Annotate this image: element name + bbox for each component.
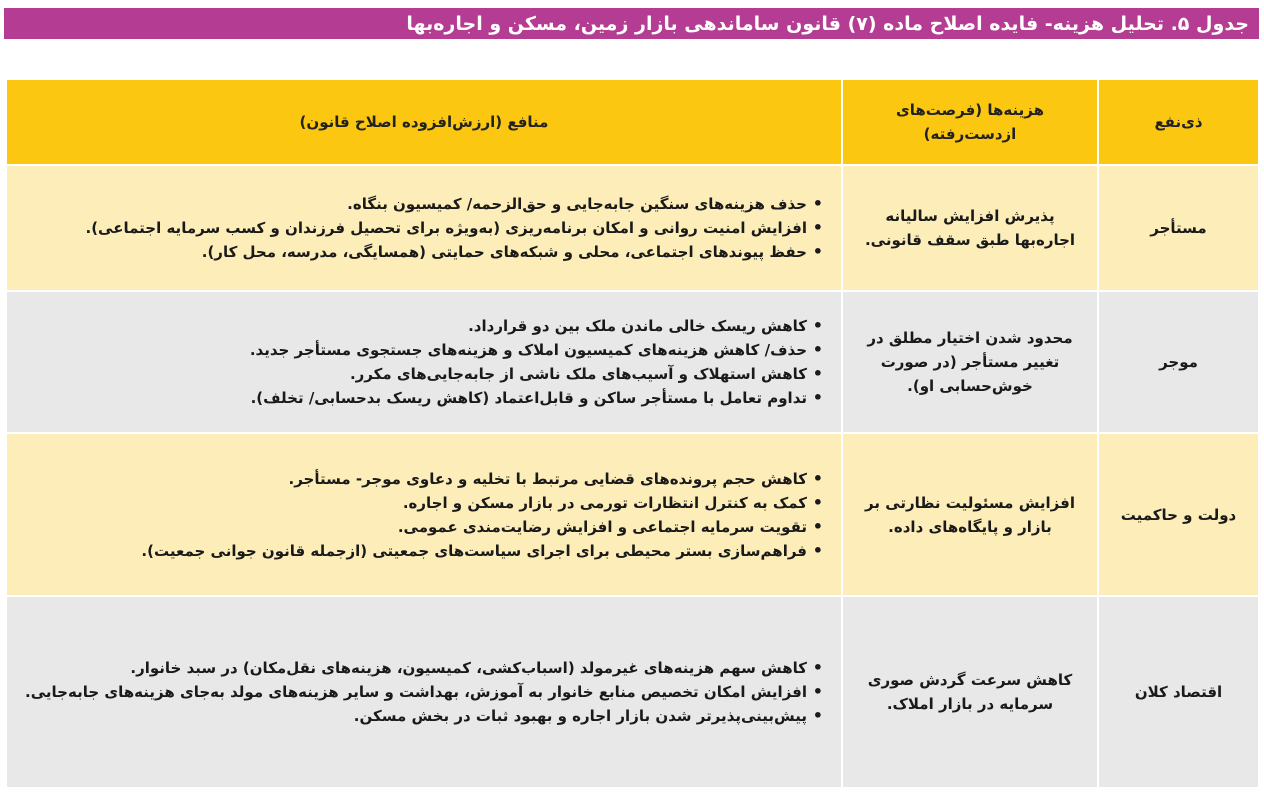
benefits-list bbox=[15, 656, 829, 728]
benefits-cell bbox=[6, 165, 842, 291]
row-landlord bbox=[6, 291, 1259, 433]
benefits-cell bbox=[6, 291, 842, 433]
benefit-item: • کمک به کنترل انتظارات تورمی در بازار مسکن و اجاره. bbox=[15, 491, 807, 515]
benefit-item: • حذف/ کاهش هزینه‌های کمیسیون املاک و هزینه‌های جستجوی مستأجر جدید. bbox=[15, 338, 807, 362]
stakeholder-cell: مستأجر bbox=[1098, 165, 1259, 291]
benefit-item: • کاهش حجم پرونده‌های قضایی مرتبط با تخلیه و دعاوی موجر- مستأجر. bbox=[15, 467, 807, 491]
cost-cell: افزایش مسئولیت نظارتی بر بازار و پایگاه‌های داده. bbox=[842, 433, 1098, 596]
benefit-item: • فراهم‌سازی بستر محیطی برای اجرای سیاست‌های جمعیتی (ازجمله قانون جوانی جمعیت). bbox=[15, 539, 807, 563]
benefit-item: • پیش‌بینی‌پذیرتر شدن بازار اجاره و بهبود ثبات در بخش مسکن. bbox=[15, 704, 807, 728]
benefit-item: • کاهش سهم هزینه‌های غیرمولد (اسباب‌کشی، کمیسیون، هزینه‌های نقل‌مکان) در سبد خانوار. bbox=[15, 656, 807, 680]
stakeholder-cell: موجر bbox=[1098, 291, 1259, 433]
benefit-item: • حفظ پیوندهای اجتماعی، محلی و شبکه‌های حمایتی (همسایگی، مدرسه، محل کار). bbox=[15, 240, 807, 264]
benefit-item: • کاهش استهلاک و آسیب‌های ملک ناشی از جابه‌جایی‌های مکرر. bbox=[15, 362, 807, 386]
benefit-item: • افزایش امنیت روانی و امکان برنامه‌ریزی (به‌ویژه برای تحصیل فرزندان و کسب سرمایه اجتماعی). bbox=[15, 216, 807, 240]
cost-benefit-table bbox=[5, 78, 1260, 789]
cost-cell: پذیرش افزایش سالیانه اجاره‌بها طبق سقف قانونی. bbox=[842, 165, 1098, 291]
benefit-item: • افزایش امکان تخصیص منابع خانوار به آموزش، بهداشت و سایر هزینه‌های مولد به‌جای هزینه‌های جابه‌جایی. bbox=[15, 680, 807, 704]
cost-cell: کاهش سرعت گردش صوری سرمایه در بازار املاک. bbox=[842, 596, 1098, 788]
header-row bbox=[6, 79, 1259, 165]
header-stakeholder: ذی‌نفع bbox=[1098, 79, 1259, 165]
benefit-item: • تقویت سرمایه اجتماعی و افزایش رضایت‌مندی عمومی. bbox=[15, 515, 807, 539]
stakeholder-cell: دولت و حاکمیت bbox=[1098, 433, 1259, 596]
cost-cell: محدود شدن اختیار مطلق در تغییر مستأجر (در صورت خوش‌حسابی او). bbox=[842, 291, 1098, 433]
stakeholder-cell: اقتصاد کلان bbox=[1098, 596, 1259, 788]
benefits-list bbox=[15, 467, 829, 563]
benefits-list bbox=[15, 192, 829, 264]
benefit-item: • حذف هزینه‌های سنگین جابه‌جایی و حق‌الزحمه/ کمیسیون بنگاه. bbox=[15, 192, 807, 216]
row-macro-economy bbox=[6, 596, 1259, 788]
benefits-cell bbox=[6, 433, 842, 596]
header-costs: هزینه‌ها (فرصت‌های ازدست‌رفته) bbox=[842, 79, 1098, 165]
benefit-item: • کاهش ریسک خالی ماندن ملک بین دو قرارداد. bbox=[15, 314, 807, 338]
benefits-list bbox=[15, 314, 829, 410]
benefit-item: • تداوم تعامل با مستأجر ساکن و قابل‌اعتماد (کاهش ریسک بدحسابی/ تخلف). bbox=[15, 386, 807, 410]
row-government bbox=[6, 433, 1259, 596]
table-caption: جدول ۵. تحلیل هزینه- فایده اصلاح ماده (۷) قانون ساماندهی بازار زمین، مسکن و اجاره‌بها bbox=[4, 8, 1259, 39]
row-tenant bbox=[6, 165, 1259, 291]
header-benefits: منافع (ارزش‌افزوده اصلاح قانون) bbox=[6, 79, 842, 165]
benefits-cell bbox=[6, 596, 842, 788]
